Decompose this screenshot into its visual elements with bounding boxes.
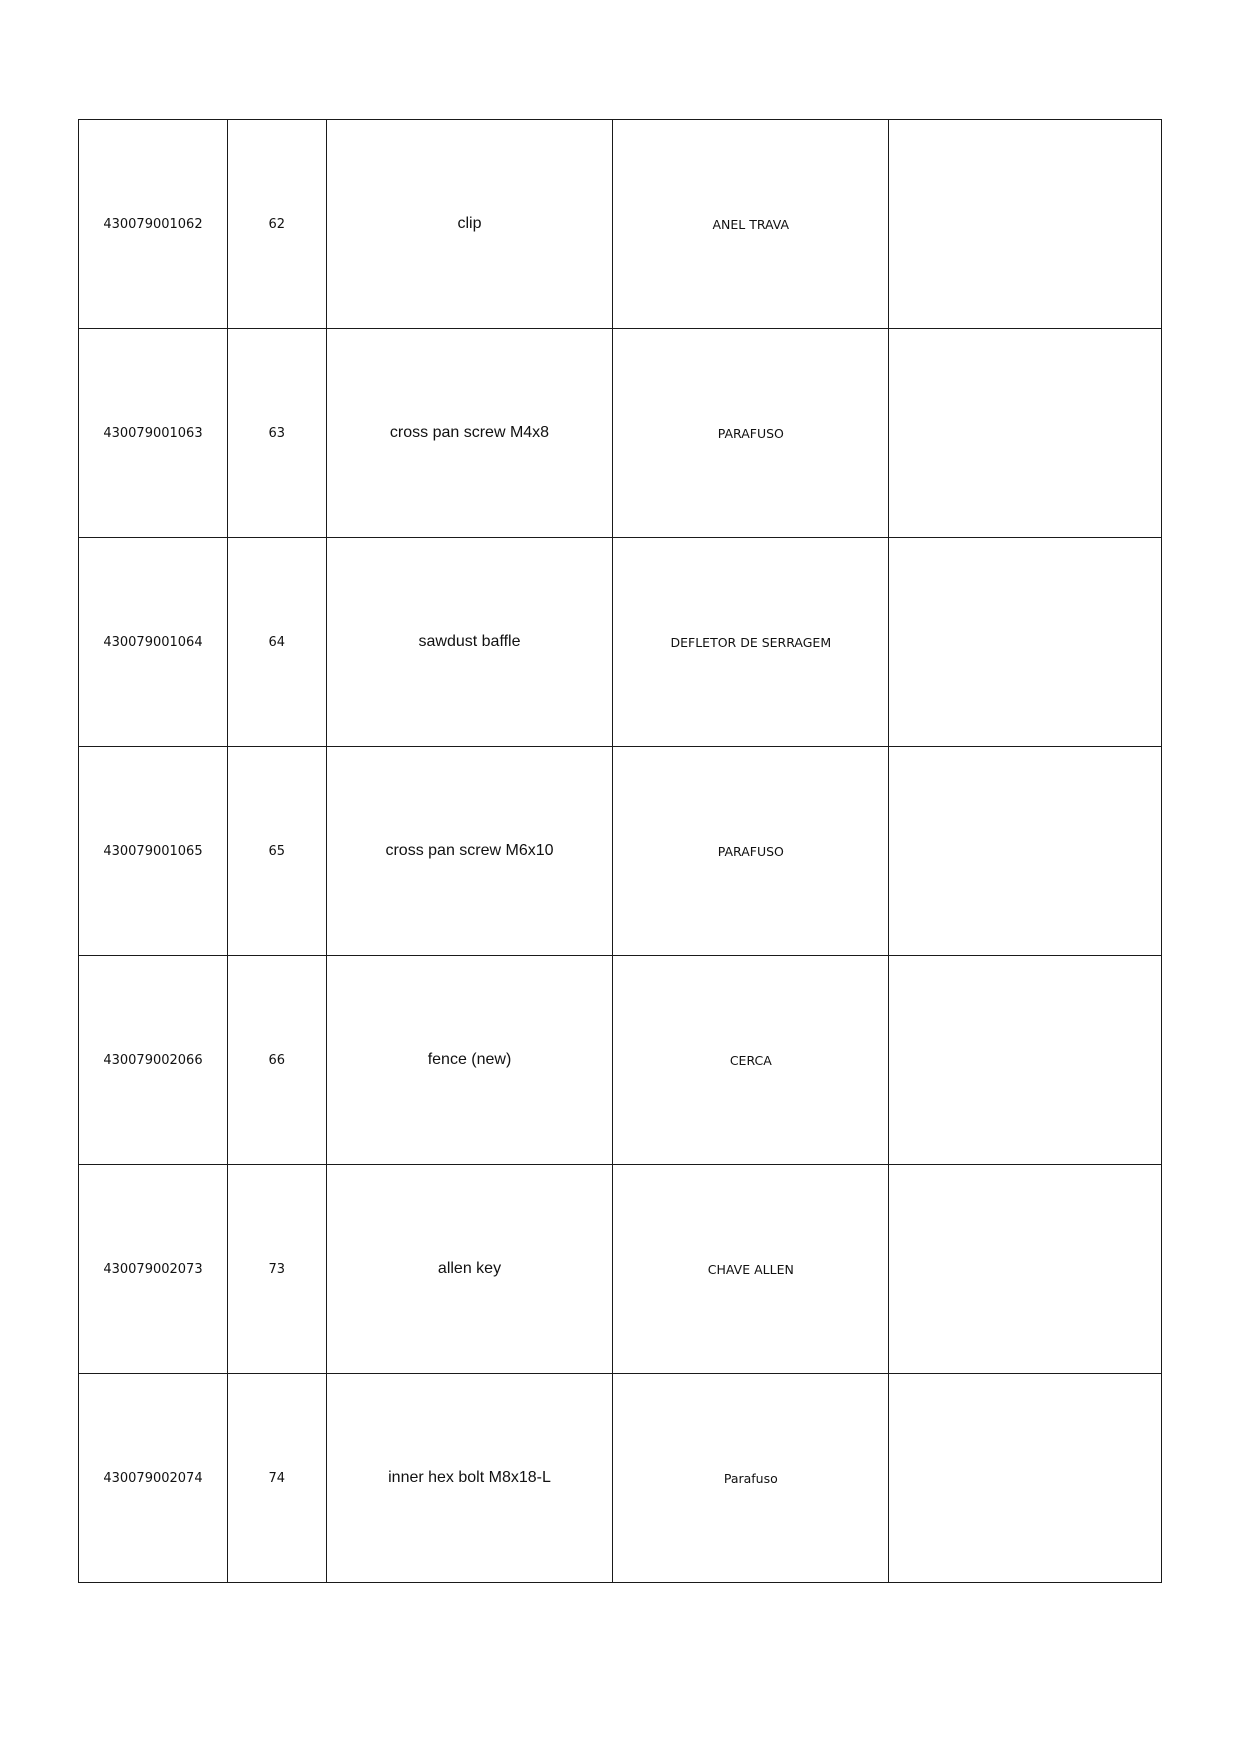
part-code-cell: 430079001062 [79,120,228,329]
portuguese-description-cell: DEFLETOR DE SERRAGEM [613,538,889,747]
english-description-cell: allen key [326,1165,613,1374]
english-description-cell: fence (new) [326,956,613,1165]
table-row [79,1165,1162,1374]
empty-cell [889,538,1162,747]
empty-cell [889,747,1162,956]
portuguese-description-cell: PARAFUSO [613,329,889,538]
part-code-cell: 430079001063 [79,329,228,538]
portuguese-description-cell: Parafuso [613,1374,889,1583]
part-code-cell: 430079002074 [79,1374,228,1583]
empty-cell [889,120,1162,329]
empty-cell [889,956,1162,1165]
part-code-cell: 430079002066 [79,956,228,1165]
part-code-cell: 430079001064 [79,538,228,747]
empty-cell [889,329,1162,538]
empty-cell [889,1374,1162,1583]
table-row [79,956,1162,1165]
table-row [79,747,1162,956]
parts-table-body [79,120,1162,1583]
english-description-cell: cross pan screw M4x8 [326,329,613,538]
empty-cell [889,1165,1162,1374]
item-number-cell: 62 [227,120,326,329]
parts-table [78,119,1162,1583]
table-row [79,538,1162,747]
portuguese-description-cell: ANEL TRAVA [613,120,889,329]
item-number-cell: 65 [227,747,326,956]
item-number-cell: 73 [227,1165,326,1374]
english-description-cell: sawdust baffle [326,538,613,747]
english-description-cell: inner hex bolt M8x18-L [326,1374,613,1583]
portuguese-description-cell: PARAFUSO [613,747,889,956]
table-row [79,329,1162,538]
table-row [79,120,1162,329]
item-number-cell: 64 [227,538,326,747]
portuguese-description-cell: CHAVE ALLEN [613,1165,889,1374]
english-description-cell: clip [326,120,613,329]
part-code-cell: 430079001065 [79,747,228,956]
portuguese-description-cell: CERCA [613,956,889,1165]
part-code-cell: 430079002073 [79,1165,228,1374]
item-number-cell: 63 [227,329,326,538]
english-description-cell: cross pan screw M6x10 [326,747,613,956]
item-number-cell: 66 [227,956,326,1165]
item-number-cell: 74 [227,1374,326,1583]
table-row [79,1374,1162,1583]
